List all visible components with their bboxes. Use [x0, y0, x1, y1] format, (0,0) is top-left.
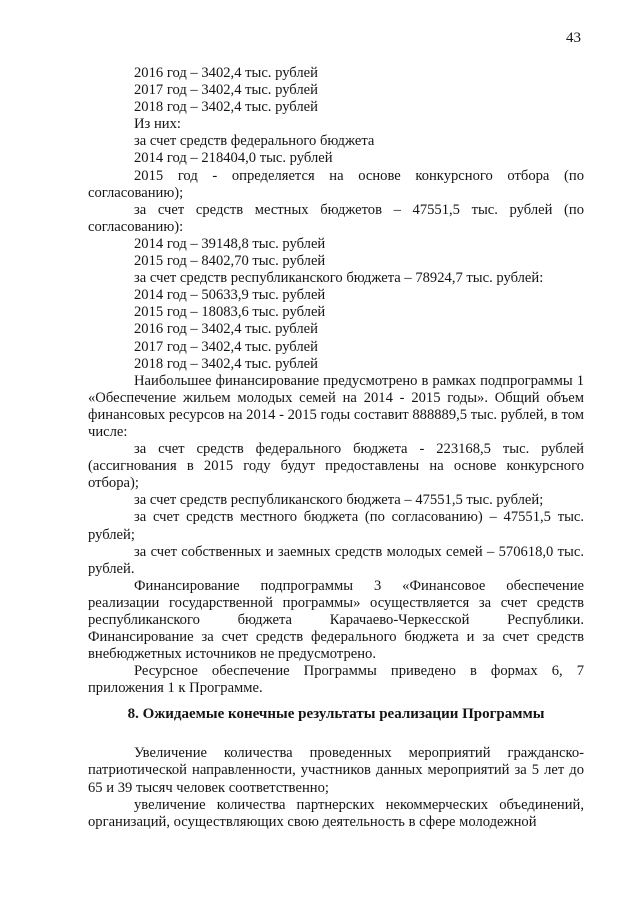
paragraph: за счет средств местных бюджетов – 47551,5 тыс. рублей (по согласованию):: [88, 201, 584, 235]
paragraph: за счет средств федерального бюджета: [134, 133, 375, 150]
paragraph: 2015 год – 8402,70 тыс. рублей: [134, 253, 326, 270]
financing-text: [88, 65, 584, 697]
paragraph: 2015 год – 18083,6 тыс. рублей: [134, 304, 326, 321]
paragraph: за счет средств федерального бюджета - 223168,5 тыс. рублей (ассигнования в 2015 году будут предоставлены на основе конкурсного отбора);: [88, 441, 584, 492]
paragraph: 2017 год – 3402,4 тыс. рублей: [134, 338, 318, 355]
paragraph: 2014 год – 218404,0 тыс. рублей: [134, 150, 333, 167]
paragraph: увеличение количества партнерских некоммерческих объединений, организаций, осуществляющих свою деятельность в сфере молодежной: [88, 796, 584, 831]
paragraph: 2016 год – 3402,4 тыс. рублей: [134, 321, 318, 338]
paragraph: 2014 год – 39148,8 тыс. рублей: [134, 235, 326, 252]
paragraph: 2017 год – 3402,4 тыс. рублей: [134, 82, 318, 99]
paragraph: 2015 год - определяется на основе конкурсного отбора (по согласованию);: [88, 167, 584, 201]
paragraph: Ресурсное обеспечение Программы приведено в формах 6, 7 приложения 1 к Программе.: [88, 663, 584, 697]
paragraph: Из них:: [134, 116, 181, 133]
paragraph: 2014 год – 50633,9 тыс. рублей: [134, 287, 326, 304]
paragraph: за счет средств республиканского бюджета – 47551,5 тыс. рублей;: [134, 492, 544, 509]
paragraph: Наибольшее финансирование предусмотрено в рамках подпрограммы 1 «Обеспечение жильем молодых семей на 2014 - 2015 годы». Общий объем финансовых ресурсов на 2014 - 2015 годы составит 888889,5 тыс. рублей, в том числе:: [88, 372, 584, 440]
paragraph: за счет средств местного бюджета (по согласованию) – 47551,5 тыс. рублей;: [88, 509, 584, 543]
results-text: [88, 745, 584, 831]
paragraph: Увеличение количества проведенных мероприятий гражданско-патриотической направленности, участников данных мероприятий за 5 лет до 65 и 39 тысяч человек соответственно;: [88, 745, 584, 796]
paragraph: 2016 год – 3402,4 тыс. рублей: [134, 65, 318, 81]
page-number: 43: [566, 30, 581, 46]
paragraph: 2018 год – 3402,4 тыс. рублей: [134, 355, 318, 372]
paragraph: за счет средств республиканского бюджета – 78924,7 тыс. рублей:: [134, 270, 544, 287]
section-heading: 8. Ожидаемые конечные результаты реализации Программы: [127, 706, 545, 722]
paragraph: за счет собственных и заемных средств молодых семей – 570618,0 тыс. рублей.: [88, 543, 584, 577]
paragraph: 2018 год – 3402,4 тыс. рублей: [134, 99, 318, 116]
paragraph: Финансирование подпрограммы 3 «Финансовое обеспечение реализации государственной программы» осуществляется за счет средств республиканского бюджета Карачаево-Черкесской Республики. Финансирование за счет средств федерального бюджета и за счет средств внебюджетных источников не предусмотрено.: [88, 577, 584, 663]
